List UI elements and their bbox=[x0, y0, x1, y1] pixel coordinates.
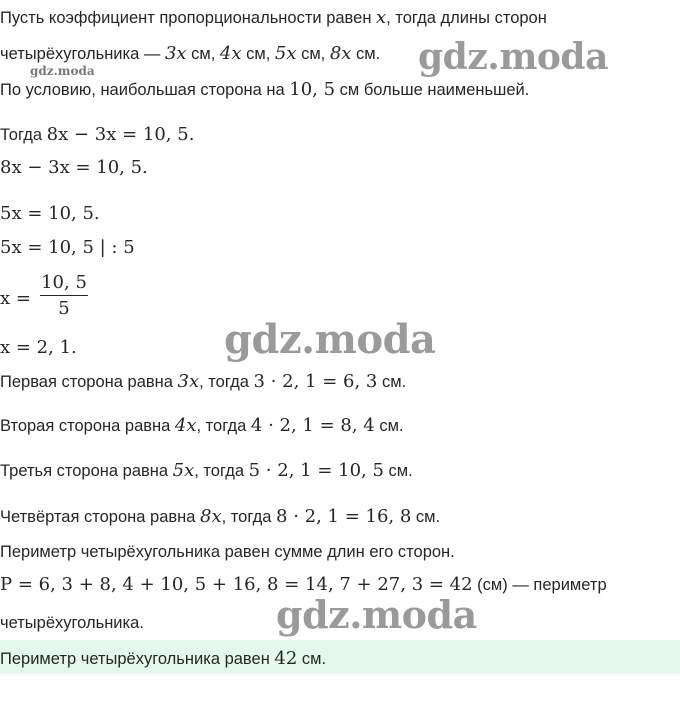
fraction-bar bbox=[40, 295, 88, 296]
text-line-perimeter-end: четырёхугольника. bbox=[0, 614, 144, 632]
fraction-numerator: 10, 5 bbox=[41, 272, 87, 293]
watermark: gdz.moda bbox=[276, 592, 477, 637]
text-line-1: Пусть коэффициент пропорциональности равен x, тогда длины сторон bbox=[0, 7, 547, 28]
text-line-2: четырёхугольника — 3x см, 4x см, 5x см, 8x см. bbox=[0, 43, 381, 64]
text-line-3: По условию, наибольшая сторона на 10, 5 см больше наименьшей. bbox=[0, 79, 530, 100]
equation-2: 5x = 10, 5. bbox=[0, 203, 100, 224]
text-line-side-2: Вторая сторона равна 4x, тогда 4 · 2, 1 = 8, 4 см. bbox=[0, 415, 404, 436]
text-line-side-1: Первая сторона равна 3x, тогда 3 · 2, 1 = 6, 3 см. bbox=[0, 371, 407, 392]
watermark: gdz.moda bbox=[224, 316, 436, 363]
fraction-denominator: 5 bbox=[58, 298, 70, 319]
equation-1: 8x − 3x = 10, 5. bbox=[0, 157, 148, 178]
text-line-side-4: Четвёртая сторона равна 8x, тогда 8 · 2, 1 = 16, 8 см. bbox=[0, 506, 441, 527]
text-line-perimeter-rule: Периметр четырёхугольника равен сумме длин его сторон. bbox=[0, 543, 455, 561]
fraction bbox=[40, 272, 88, 319]
equation-result: x = 2, 1. bbox=[0, 337, 77, 358]
answer-text: Периметр четырёхугольника равен 42 см. bbox=[0, 648, 327, 669]
text-line-side-3: Третья сторона равна 5x, тогда 5 · 2, 1 = 10, 5 см. bbox=[0, 460, 413, 481]
text-line-perimeter-calc: P = 6, 3 + 8, 4 + 10, 5 + 16, 8 = 14, 7 + 27, 3 = 42 (см) — периметр bbox=[0, 574, 607, 595]
watermark-small: gdz.moda bbox=[30, 64, 95, 78]
text-line-4: Тогда 8x − 3x = 10, 5. bbox=[0, 124, 195, 145]
equation-3: 5x = 10, 5 | : 5 bbox=[0, 237, 135, 258]
fraction-lhs: x = bbox=[0, 288, 31, 309]
watermark: gdz.moda bbox=[418, 36, 608, 78]
